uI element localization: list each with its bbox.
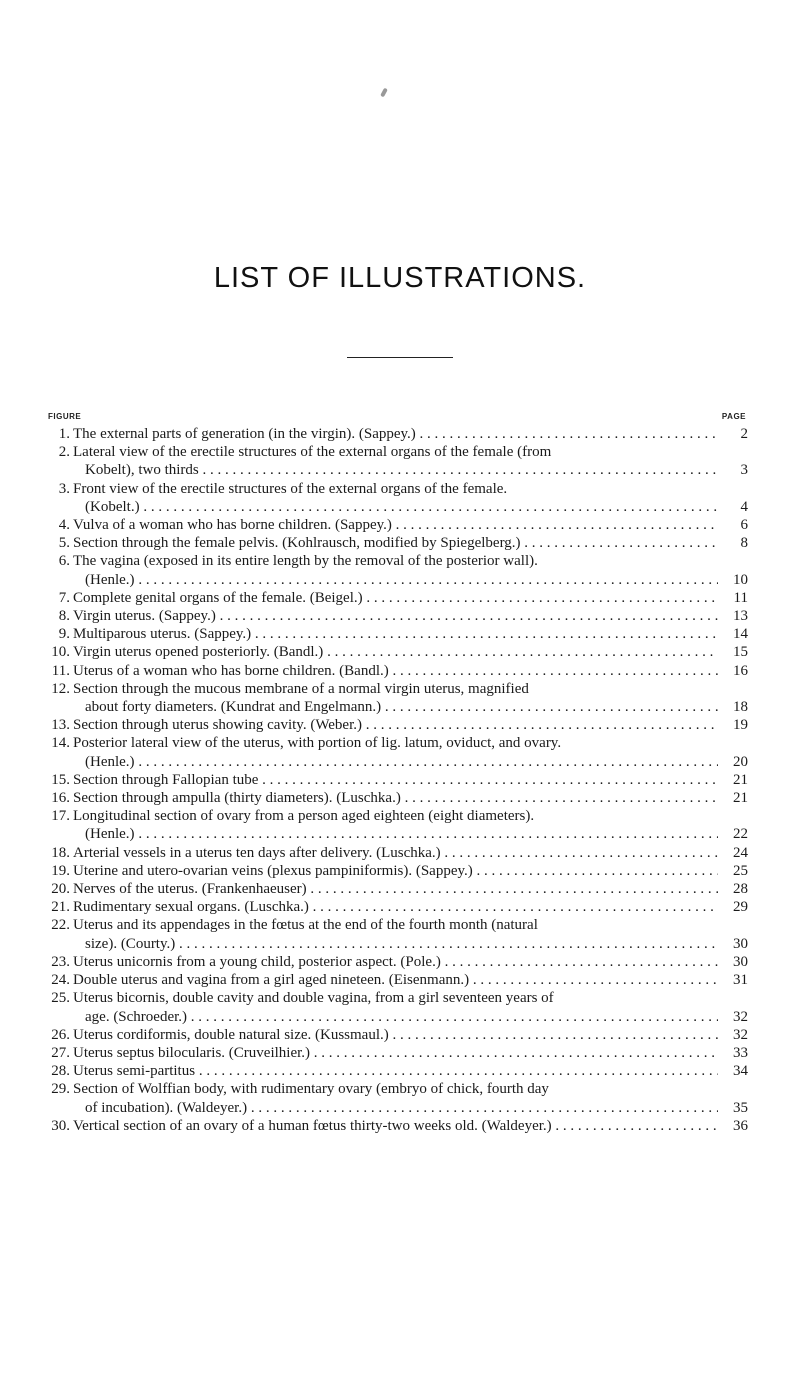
figure-number: 21. xyxy=(51,899,70,916)
list-item xyxy=(48,771,748,789)
page-number: 6 xyxy=(720,516,748,534)
figure-number: 20. xyxy=(51,881,70,898)
list-item xyxy=(48,1062,748,1080)
caption-line xyxy=(73,589,718,607)
figure-caption: Uterus semi-partitus . . . xyxy=(73,1063,718,1079)
figure-number: 24. xyxy=(51,972,70,989)
figure-caption: Uterus bicornis, double cavity and double vagina, from a girl seventeen years of xyxy=(73,990,554,1007)
list-item xyxy=(48,443,748,479)
list-item xyxy=(48,1044,748,1062)
page-number: 13 xyxy=(720,607,748,625)
list-item xyxy=(48,1026,748,1044)
caption-continuation-line xyxy=(73,461,718,479)
figure-number: 7. xyxy=(58,589,70,606)
caption-line xyxy=(73,534,718,552)
list-item xyxy=(48,898,748,916)
caption-line xyxy=(73,862,718,880)
page-number: 24 xyxy=(720,844,748,862)
figure-number: 27. xyxy=(51,1044,70,1061)
figure-caption: Section through ampulla (thirty diameters). (Luschka.) . . . xyxy=(73,790,718,806)
figure-caption-continued: about forty diameters. (Kundrat and Engelmann.) . . . xyxy=(85,699,718,715)
figure-caption: Section of Wolffian body, with rudimentary ovary (embryo of chick, fourth day xyxy=(73,1081,549,1098)
caption-line xyxy=(73,516,718,534)
caption-line xyxy=(73,1062,718,1080)
figure-number: 15. xyxy=(51,771,70,788)
list-item xyxy=(48,607,748,625)
page-number: 20 xyxy=(720,753,748,771)
figure-caption: Double uterus and vagina from a girl aged nineteen. (Eisenmann.) . . . xyxy=(73,972,718,988)
figure-number: 10. xyxy=(51,644,70,661)
page-number: 14 xyxy=(720,625,748,643)
list-item xyxy=(48,680,748,716)
caption-line xyxy=(73,880,718,898)
caption-line xyxy=(73,971,718,989)
figure-caption-continued: (Henle.) . . . xyxy=(85,826,718,842)
figure-number: 19. xyxy=(51,862,70,879)
list-item xyxy=(48,534,748,552)
figure-number: 11. xyxy=(51,662,70,679)
figure-caption: Vulva of a woman who has borne children. (Sappey.) . . . xyxy=(73,517,718,533)
figure-number: 8. xyxy=(58,608,70,625)
figure-number: 30. xyxy=(51,1117,70,1134)
page-number: 18 xyxy=(720,698,748,716)
page-number: 30 xyxy=(720,953,748,971)
figure-caption: The external parts of generation (in the virgin). (Sappey.) . . . xyxy=(73,426,718,442)
caption-line xyxy=(73,425,718,443)
page-number: 21 xyxy=(720,771,748,789)
caption-continuation-line xyxy=(73,825,718,843)
figure-number: 14. xyxy=(51,735,70,752)
page-number: 35 xyxy=(720,1099,748,1117)
figure-caption: Uterine and utero-ovarian veins (plexus pampiniformis). (Sappey.) . . . xyxy=(73,863,718,879)
caption-continuation-line xyxy=(73,571,718,589)
figure-caption-continued: Kobelt), two thirds . . . xyxy=(85,462,718,478)
list-item xyxy=(48,480,748,516)
figure-caption: Uterus septus bilocularis. (Cruveilhier.) . . . xyxy=(73,1045,718,1061)
figure-caption-continued: age. (Schroeder.) . . . xyxy=(85,1009,718,1025)
caption-continuation-line xyxy=(73,1099,718,1117)
figure-number: 18. xyxy=(51,844,70,861)
figure-caption: Complete genital organs of the female. (Beigel.) . . . xyxy=(73,590,718,606)
figure-caption: Multiparous uterus. (Sappey.) . . . xyxy=(73,626,718,642)
page-number: 25 xyxy=(720,862,748,880)
caption-line xyxy=(73,1026,718,1044)
figure-caption: Lateral view of the erectile structures of the external organs of the female (from xyxy=(73,444,552,461)
page-number: 33 xyxy=(720,1044,748,1062)
figure-number: 17. xyxy=(51,808,70,825)
caption-line xyxy=(73,643,718,661)
figure-number: 23. xyxy=(51,953,70,970)
list-item xyxy=(48,953,748,971)
list-item xyxy=(48,971,748,989)
page-number: 21 xyxy=(720,789,748,807)
caption-line xyxy=(73,716,718,734)
list-item xyxy=(48,1117,748,1135)
list-item xyxy=(48,643,748,661)
figure-column-label: FIGURE xyxy=(48,412,82,421)
figure-number: 22. xyxy=(51,917,70,934)
illustrations-list xyxy=(48,425,748,1135)
figure-caption: Uterus of a woman who has borne children. (Bandl.) . . . xyxy=(73,663,718,679)
figure-number: 3. xyxy=(58,480,70,497)
page-number: 36 xyxy=(720,1117,748,1135)
figure-caption: Uterus and its appendages in the fœtus at the end of the fourth month (natural xyxy=(73,917,538,934)
figure-number: 4. xyxy=(58,517,70,534)
page-number: 2 xyxy=(720,425,748,443)
page-number: 34 xyxy=(720,1062,748,1080)
figure-number: 6. xyxy=(58,553,70,570)
list-item xyxy=(48,589,748,607)
caption-continuation-line xyxy=(73,698,718,716)
figure-caption: Vertical section of an ovary of a human fœtus thirty-two weeks old. (Waldeyer.) . . . xyxy=(73,1118,718,1134)
caption-continuation-line xyxy=(73,498,718,516)
caption-line xyxy=(73,898,718,916)
figure-caption-continued: size). (Courty.) . . . xyxy=(85,936,718,952)
caption-continuation-line xyxy=(73,753,718,771)
figure-caption: Longitudinal section of ovary from a person aged eighteen (eight diameters). xyxy=(73,808,535,825)
caption-line xyxy=(73,844,718,862)
figure-caption-continued: of incubation). (Waldeyer.) . . . xyxy=(85,1100,718,1116)
caption-line xyxy=(73,662,718,680)
list-item xyxy=(48,1080,748,1116)
figure-caption: Nerves of the uterus. (Frankenhaeuser) . . . xyxy=(73,881,718,897)
figure-number: 2. xyxy=(58,444,70,461)
figure-caption: Rudimentary sexual organs. (Luschka.) . . . xyxy=(73,899,718,915)
list-item xyxy=(48,425,748,443)
page-number: 8 xyxy=(720,534,748,552)
list-item xyxy=(48,989,748,1025)
page-number: 19 xyxy=(720,716,748,734)
caption-continuation-line xyxy=(73,1008,718,1026)
figure-number: 1. xyxy=(58,426,70,442)
figure-caption: Arterial vessels in a uterus ten days after delivery. (Luschka.) . . . xyxy=(73,845,718,861)
figure-caption: Uterus unicornis from a young child, posterior aspect. (Pole.) . . . xyxy=(73,954,718,970)
figure-caption: The vagina (exposed in its entire length by the removal of the posterior wall). xyxy=(73,553,538,570)
page-number: 28 xyxy=(720,880,748,898)
figure-number: 13. xyxy=(51,717,70,734)
title-rule xyxy=(347,357,453,358)
figure-number: 9. xyxy=(58,626,70,643)
figure-number: 25. xyxy=(51,990,70,1007)
page-number: 31 xyxy=(720,971,748,989)
list-item xyxy=(48,862,748,880)
figure-caption: Section through uterus showing cavity. (Weber.) . . . xyxy=(73,717,718,733)
page-number: 29 xyxy=(720,898,748,916)
page-number: 11 xyxy=(720,589,748,607)
caption-line xyxy=(73,1117,718,1135)
page-number: 10 xyxy=(720,571,748,589)
figure-number: 16. xyxy=(51,790,70,807)
caption-line xyxy=(73,789,718,807)
figure-caption-continued: (Henle.) . . . xyxy=(85,572,718,588)
caption-line xyxy=(73,607,718,625)
list-item xyxy=(48,734,748,770)
figure-caption-continued: (Henle.) . . . xyxy=(85,754,718,770)
page-number: 22 xyxy=(720,825,748,843)
page-number: 15 xyxy=(720,643,748,661)
page-number: 16 xyxy=(720,662,748,680)
list-item xyxy=(48,716,748,734)
list-item xyxy=(48,789,748,807)
figure-caption: Section through the mucous membrane of a normal virgin uterus, magnified xyxy=(73,680,529,697)
list-item xyxy=(48,552,748,588)
figure-caption: Front view of the erectile structures of the external organs of the female. xyxy=(73,480,508,497)
list-item xyxy=(48,844,748,862)
figure-number: 28. xyxy=(51,1063,70,1080)
figure-caption: Posterior lateral view of the uterus, with portion of lig. latum, oviduct, and ovary. xyxy=(73,735,562,752)
figure-caption: Virgin uterus. (Sappey.) . . . xyxy=(73,608,718,624)
list-item xyxy=(48,880,748,898)
figure-caption: Virgin uterus opened posteriorly. (Bandl.) . . . xyxy=(73,644,718,660)
page-number: 3 xyxy=(720,461,748,479)
figure-number: 29. xyxy=(51,1081,70,1098)
figure-number: 5. xyxy=(58,535,70,552)
caption-line xyxy=(73,771,718,789)
page-column-label: PAGE xyxy=(721,412,746,421)
list-item xyxy=(48,662,748,680)
figure-caption-continued: (Kobelt.) . . . xyxy=(85,499,718,515)
caption-line xyxy=(73,625,718,643)
caption-continuation-line xyxy=(73,935,718,953)
list-item xyxy=(48,807,748,843)
figure-number: 26. xyxy=(51,1026,70,1043)
ink-mark xyxy=(380,88,388,98)
page-number: 32 xyxy=(720,1026,748,1044)
figure-caption: Uterus cordiformis, double natural size. (Kussmaul.) . . . xyxy=(73,1027,718,1043)
list-item xyxy=(48,916,748,952)
caption-line xyxy=(73,953,718,971)
figure-caption: Section through Fallopian tube . . . xyxy=(73,772,718,788)
figure-caption: Section through the female pelvis. (Kohlrausch, modified by Spiegelberg.) . . . xyxy=(73,535,718,551)
page-title: LIST OF ILLUSTRATIONS. xyxy=(213,262,587,294)
list-item xyxy=(48,516,748,534)
figure-number: 12. xyxy=(51,680,70,697)
list-item xyxy=(48,625,748,643)
page-number: 4 xyxy=(720,498,748,516)
page-number: 32 xyxy=(720,1008,748,1026)
page-number: 30 xyxy=(720,935,748,953)
caption-line xyxy=(73,1044,718,1062)
